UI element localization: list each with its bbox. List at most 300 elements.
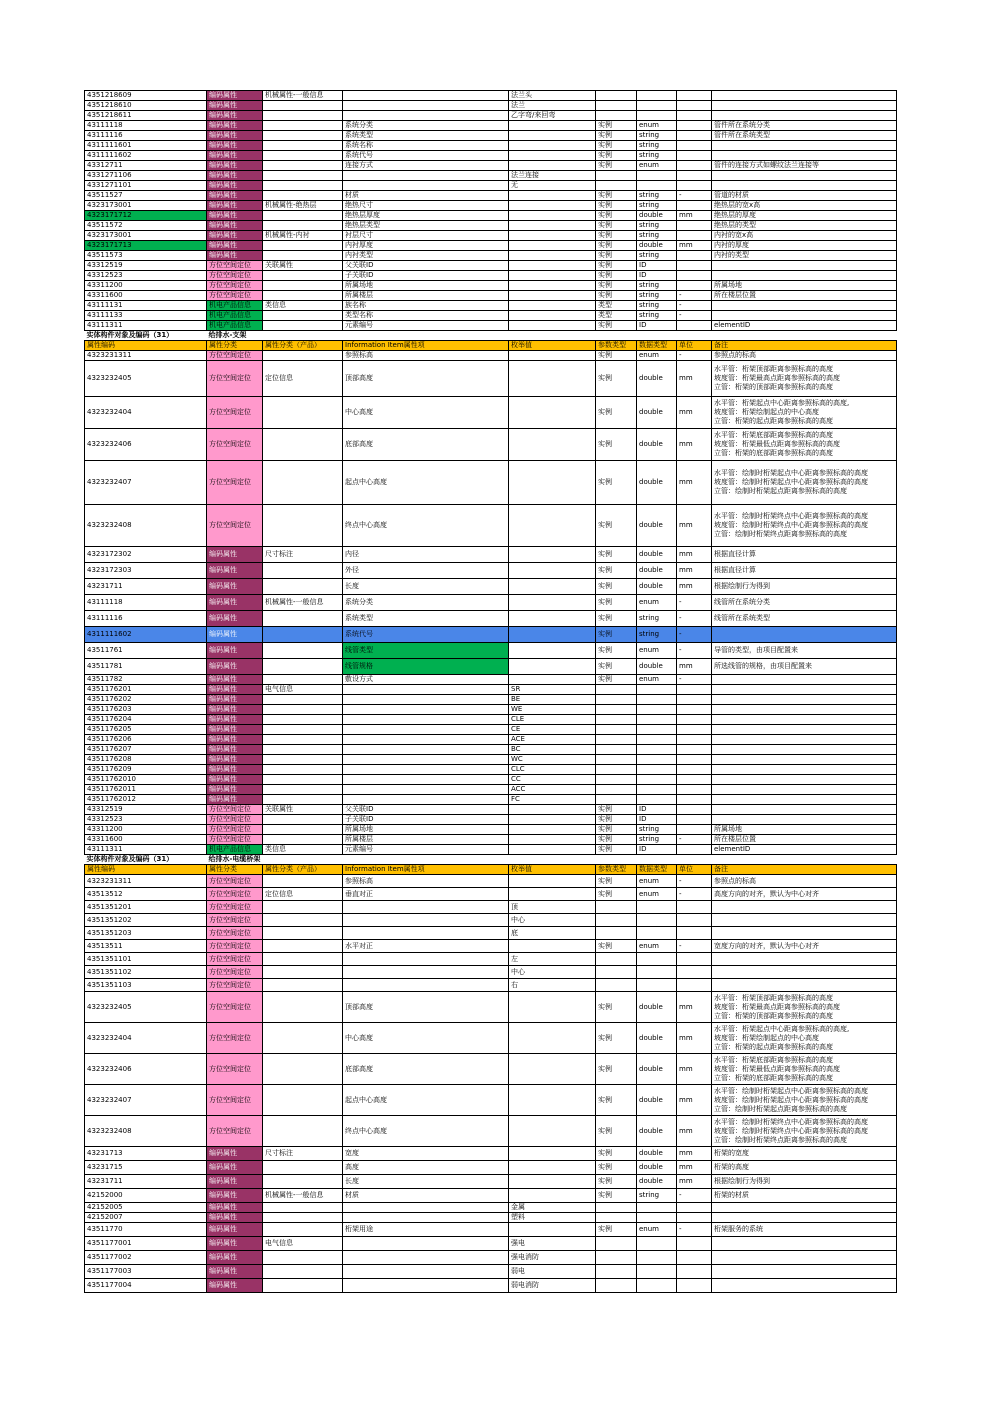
remark-cell <box>712 685 897 695</box>
param-type-cell <box>596 1203 637 1213</box>
attr-category-cell: 方位空间定位 <box>207 901 263 914</box>
data-type-cell: string <box>637 825 677 835</box>
attr-product-category-cell <box>263 855 343 865</box>
enum-value-cell: 法兰头 <box>509 91 596 101</box>
remark-cell: 所属场地 <box>712 825 897 835</box>
info-item-cell: 内径 <box>343 547 509 563</box>
info-item-cell: 族名称 <box>343 301 509 311</box>
enum-value-cell <box>509 659 596 675</box>
attr-category-cell: 编码属性 <box>207 141 263 151</box>
attr-product-category-cell <box>263 251 343 261</box>
enum-value-cell <box>509 221 596 231</box>
data-type-cell: double <box>637 361 677 397</box>
data-type-cell <box>637 979 677 992</box>
enum-value-cell: 枚举值 <box>509 865 596 875</box>
unit-cell <box>677 705 712 715</box>
data-type-cell: double <box>637 505 677 547</box>
info-item-cell <box>343 795 509 805</box>
attr-product-category-cell <box>263 795 343 805</box>
table-row <box>85 1085 897 1116</box>
attr-category-cell: 编码属性 <box>207 151 263 161</box>
info-item-cell: 线管规格 <box>343 659 509 675</box>
attr-category-cell: 编码属性 <box>207 745 263 755</box>
attr-code-cell: 4323232407 <box>85 461 207 505</box>
param-type-cell: 实例 <box>596 221 637 231</box>
section-title-row <box>85 331 897 341</box>
table-row <box>85 745 897 755</box>
data-type-cell: string <box>637 231 677 241</box>
table-row <box>85 875 897 888</box>
attr-code-cell: 4323231311 <box>85 351 207 361</box>
attr-code-cell: 4323232404 <box>85 397 207 429</box>
info-item-cell <box>343 331 509 341</box>
data-type-cell: enum <box>637 875 677 888</box>
unit-cell: - <box>677 611 712 627</box>
enum-value-cell: CLC <box>509 765 596 775</box>
info-item-cell <box>343 775 509 785</box>
attr-product-category-cell <box>263 131 343 141</box>
table-row <box>85 201 897 211</box>
data-type-cell: double <box>637 1147 677 1161</box>
attribute-sheet <box>84 90 897 1293</box>
header-row <box>85 341 897 351</box>
unit-cell <box>677 161 712 171</box>
param-type-cell <box>596 1251 637 1265</box>
info-item-cell: 元素编号 <box>343 321 509 331</box>
param-type-cell <box>596 755 637 765</box>
table-row <box>85 705 897 715</box>
attr-product-category-cell <box>263 675 343 685</box>
info-item-cell: 连接方式 <box>343 161 509 171</box>
remark-cell <box>712 1251 897 1265</box>
info-item-cell <box>343 855 509 865</box>
attr-product-category-cell <box>263 659 343 675</box>
data-type-cell: enum <box>637 1223 677 1237</box>
param-type-cell: 实例 <box>596 161 637 171</box>
param-type-cell <box>596 775 637 785</box>
unit-cell <box>677 795 712 805</box>
data-type-cell: enum <box>637 595 677 611</box>
data-type-cell: string <box>637 291 677 301</box>
attr-code-cell: 43111133 <box>85 311 207 321</box>
param-type-cell: 实例 <box>596 1161 637 1175</box>
unit-cell <box>677 695 712 705</box>
param-type-cell: 实例 <box>596 151 637 161</box>
param-type-cell <box>596 735 637 745</box>
remark-cell: 水平管：绘制时桁架终点中心距离参照标高的高度 坡度管：绘制时桁架终点中心距离参照标高的高度 立管：绘制时桁架终点距离参照标高的高度 <box>712 1116 897 1147</box>
enum-value-cell: ACC <box>509 785 596 795</box>
unit-cell <box>677 775 712 785</box>
enum-value-cell <box>509 992 596 1023</box>
attr-code-cell: 实体构件对象及编码（31） <box>86 331 174 339</box>
attr-code-cell: 4331271106 <box>85 171 207 181</box>
attr-product-category-cell <box>263 505 343 547</box>
unit-cell <box>677 979 712 992</box>
attr-product-category-cell <box>263 1203 343 1213</box>
remark-cell <box>712 91 897 101</box>
unit-cell <box>677 171 712 181</box>
info-item-cell: 元素编号 <box>343 845 509 855</box>
attr-code-cell: 4323232408 <box>85 505 207 547</box>
attr-category-cell: 编码属性 <box>207 775 263 785</box>
enum-value-cell: CC <box>509 775 596 785</box>
data-type-cell: 数据类型 <box>637 865 677 875</box>
enum-value-cell <box>509 201 596 211</box>
param-type-cell: 实例 <box>596 888 637 901</box>
remark-cell <box>712 171 897 181</box>
table-row <box>85 1116 897 1147</box>
remark-cell <box>712 1203 897 1213</box>
table-row <box>85 914 897 927</box>
attr-category-cell: 编码属性 <box>207 685 263 695</box>
attr-code-cell: 43513512 <box>85 888 207 901</box>
attr-product-category-cell <box>263 901 343 914</box>
attr-code-cell: 43513511 <box>85 940 207 953</box>
info-item-cell: 水平对正 <box>343 940 509 953</box>
unit-cell <box>677 1203 712 1213</box>
data-type-cell: string <box>637 835 677 845</box>
attr-code-cell: 4323232406 <box>85 1054 207 1085</box>
enum-value-cell: 弱电消防 <box>509 1279 596 1293</box>
attr-product-category-cell <box>263 1161 343 1175</box>
attr-product-category-cell <box>263 111 343 121</box>
enum-value-cell <box>509 161 596 171</box>
unit-cell: mm <box>677 397 712 429</box>
attr-category-cell: 方位空间定位 <box>207 271 263 281</box>
param-type-cell <box>596 855 637 865</box>
data-type-cell: string <box>637 301 677 311</box>
info-item-cell <box>343 785 509 795</box>
table-row <box>85 221 897 231</box>
param-type-cell: 实例 <box>596 251 637 261</box>
param-type-cell <box>596 685 637 695</box>
attr-category-cell: 编码属性 <box>207 1265 263 1279</box>
attr-code-cell: 4351176202 <box>85 695 207 705</box>
param-type-cell: 实例 <box>596 611 637 627</box>
enum-value-cell: 左 <box>509 953 596 966</box>
data-type-cell: double <box>637 211 677 221</box>
attr-category-cell: 编码属性 <box>207 785 263 795</box>
info-item-cell <box>343 1237 509 1251</box>
data-type-cell: enum <box>637 161 677 171</box>
info-item-cell: 内衬类型 <box>343 251 509 261</box>
attr-category-cell: 编码属性 <box>207 1251 263 1265</box>
remark-cell <box>712 301 897 311</box>
remark-cell <box>712 675 897 685</box>
param-type-cell <box>596 795 637 805</box>
data-type-cell: double <box>637 429 677 461</box>
attr-code-cell: 43111116 <box>85 611 207 627</box>
table-row <box>85 1265 897 1279</box>
enum-value-cell: BC <box>509 745 596 755</box>
param-type-cell: 实例 <box>596 141 637 151</box>
attr-code-cell: 属性编码 <box>85 865 207 875</box>
enum-value-cell <box>509 875 596 888</box>
data-type-cell: string <box>637 251 677 261</box>
info-item-cell: 所属楼层 <box>343 835 509 845</box>
data-type-cell: enum <box>637 675 677 685</box>
enum-value-cell <box>509 141 596 151</box>
data-type-cell: string <box>637 221 677 231</box>
attr-category-cell: 编码属性 <box>207 161 263 171</box>
table-row <box>85 91 897 101</box>
attr-product-category-cell <box>263 914 343 927</box>
param-type-cell <box>596 1237 637 1251</box>
attr-category-cell: 方位空间定位 <box>207 914 263 927</box>
attr-code-cell: 4323231311 <box>85 875 207 888</box>
table-row <box>85 1279 897 1293</box>
enum-value-cell <box>509 1161 596 1175</box>
attr-category-cell: 给排水-电缆桥架 <box>208 855 261 863</box>
remark-cell: 所属场地 <box>712 281 897 291</box>
attr-product-category-cell: 尺寸标注 <box>263 1147 343 1161</box>
unit-cell: - <box>677 595 712 611</box>
attr-category-cell: 方位空间定位 <box>207 815 263 825</box>
attr-code-cell: 4351351102 <box>85 966 207 979</box>
data-type-cell: string <box>637 311 677 321</box>
attr-product-category-cell <box>263 1116 343 1147</box>
remark-cell <box>712 755 897 765</box>
remark-cell: 绝热层的宽x高 <box>712 201 897 211</box>
unit-cell <box>677 271 712 281</box>
unit-cell: mm <box>677 1116 712 1147</box>
remark-cell: elementID <box>712 845 897 855</box>
attr-category-cell: 编码属性 <box>207 101 263 111</box>
attr-product-category-cell: 机械属性-内衬 <box>263 231 343 241</box>
data-type-cell <box>637 705 677 715</box>
remark-cell <box>712 979 897 992</box>
attr-category-cell: 方位空间定位 <box>207 1023 263 1054</box>
info-item-cell: 内衬厚度 <box>343 241 509 251</box>
attr-product-category-cell: 电气信息 <box>263 685 343 695</box>
attr-product-category-cell: 关联属性 <box>263 261 343 271</box>
unit-cell <box>677 151 712 161</box>
attr-code-cell: 43311200 <box>85 825 207 835</box>
attr-code-cell: 43111118 <box>85 121 207 131</box>
param-type-cell: 实例 <box>596 1189 637 1203</box>
data-type-cell <box>637 735 677 745</box>
param-type-cell: 实例 <box>596 643 637 659</box>
unit-cell <box>677 765 712 775</box>
enum-value-cell <box>509 251 596 261</box>
unit-cell <box>677 261 712 271</box>
remark-cell <box>712 261 897 271</box>
info-item-cell: 敷设方式 <box>343 675 509 685</box>
table-row <box>85 775 897 785</box>
table-row <box>85 505 897 547</box>
attr-code-cell: 43312519 <box>85 261 207 271</box>
enum-value-cell <box>509 1054 596 1085</box>
info-item-cell: 起点中心高度 <box>343 1085 509 1116</box>
attr-category-cell: 方位空间定位 <box>207 927 263 940</box>
attr-product-category-cell <box>263 695 343 705</box>
table-row <box>85 321 897 331</box>
attr-code-cell: 43111311 <box>85 845 207 855</box>
info-item-cell: 系统类型 <box>343 131 509 141</box>
remark-cell <box>712 1213 897 1223</box>
attr-product-category-cell <box>263 735 343 745</box>
enum-value-cell: 顶 <box>509 901 596 914</box>
attr-code-cell: 4323232405 <box>85 361 207 397</box>
remark-cell <box>712 151 897 161</box>
attr-product-category-cell <box>263 953 343 966</box>
param-type-cell <box>596 765 637 775</box>
attr-category-cell: 编码属性 <box>207 1147 263 1161</box>
data-type-cell: double <box>637 547 677 563</box>
remark-cell: 内衬的厚度 <box>712 241 897 251</box>
param-type-cell: 实例 <box>596 547 637 563</box>
info-item-cell: Information Item属性项 <box>343 341 509 351</box>
param-type-cell <box>596 705 637 715</box>
table-row <box>85 271 897 281</box>
param-type-cell <box>596 785 637 795</box>
unit-cell <box>677 1213 712 1223</box>
data-type-cell: string <box>637 151 677 161</box>
table-row <box>85 231 897 241</box>
enum-value-cell <box>509 815 596 825</box>
attr-code-cell: 43511762010 <box>85 775 207 785</box>
unit-cell: mm <box>677 1147 712 1161</box>
attr-product-category-cell <box>263 211 343 221</box>
attr-category-cell: 编码属性 <box>207 1203 263 1213</box>
param-type-cell: 实例 <box>596 271 637 281</box>
enum-value-cell <box>509 261 596 271</box>
attr-product-category-cell <box>263 775 343 785</box>
table-row <box>85 845 897 855</box>
param-type-cell: 实例 <box>596 1054 637 1085</box>
remark-cell: 水平管：桁架起点中心距离参照标高的高度, 坡度管：桁架绘制起点的中心高度 立管：桁架的起点距离参照标高的高度 <box>712 1023 897 1054</box>
attr-category-cell: 机电产品信息 <box>207 311 263 321</box>
remark-cell <box>712 765 897 775</box>
attr-category-cell: 方位空间定位 <box>207 966 263 979</box>
unit-cell: mm <box>677 429 712 461</box>
unit-cell <box>677 111 712 121</box>
attr-code-cell: 4351176205 <box>85 725 207 735</box>
attr-code-cell: 4323232408 <box>85 1116 207 1147</box>
enum-value-cell: 法兰 <box>509 101 596 111</box>
attr-product-category-cell <box>263 725 343 735</box>
unit-cell <box>677 745 712 755</box>
attr-code-cell: 属性编码 <box>85 341 207 351</box>
attr-product-category-cell <box>263 1213 343 1223</box>
param-type-cell <box>596 914 637 927</box>
unit-cell: - <box>677 311 712 321</box>
param-type-cell: 实例 <box>596 595 637 611</box>
attr-product-category-cell <box>263 755 343 765</box>
unit-cell <box>677 121 712 131</box>
remark-cell <box>712 953 897 966</box>
attr-category-cell: 编码属性 <box>207 627 263 643</box>
enum-value-cell <box>509 331 596 341</box>
info-item-cell <box>343 715 509 725</box>
data-type-cell: string <box>637 191 677 201</box>
enum-value-cell <box>509 805 596 815</box>
param-type-cell <box>596 745 637 755</box>
enum-value-cell <box>509 579 596 595</box>
table-row <box>85 301 897 311</box>
data-type-cell: string <box>637 1189 677 1203</box>
remark-cell: 水平管：桁架顶部距离参照标高的高度 坡度管：桁架最高点距离参照标高的高度 立管：桁架的顶部距离参照标高的高度 <box>712 361 897 397</box>
param-type-cell: 实例 <box>596 1085 637 1116</box>
remark-cell: 高度方向的对齐，默认为中心对齐 <box>712 888 897 901</box>
attr-product-category-cell: 属性分类（产品） <box>263 865 343 875</box>
enum-value-cell: 右 <box>509 979 596 992</box>
attr-category-cell: 方位空间定位 <box>207 888 263 901</box>
table-row <box>85 191 897 201</box>
table-row <box>85 1054 897 1085</box>
param-type-cell: 实例 <box>596 659 637 675</box>
remark-cell: 根据直径计算 <box>712 563 897 579</box>
unit-cell <box>677 181 712 191</box>
unit-cell <box>677 131 712 141</box>
enum-value-cell <box>509 1189 596 1203</box>
attr-code-cell: 43231715 <box>85 1161 207 1175</box>
attr-product-category-cell <box>263 705 343 715</box>
attr-code-cell: 43311600 <box>85 291 207 301</box>
attr-product-category-cell <box>263 992 343 1023</box>
info-item-cell <box>343 1203 509 1213</box>
data-type-cell: double <box>637 397 677 429</box>
enum-value-cell: 金属 <box>509 1203 596 1213</box>
enum-value-cell: 法兰连接 <box>509 171 596 181</box>
remark-cell <box>712 775 897 785</box>
attr-code-cell: 43312711 <box>85 161 207 171</box>
attr-product-category-cell: 电气信息 <box>263 1237 343 1251</box>
attr-category-cell: 方位空间定位 <box>207 953 263 966</box>
enum-value-cell: 强电消防 <box>509 1251 596 1265</box>
unit-cell: - <box>677 888 712 901</box>
unit-cell <box>677 201 712 211</box>
unit-cell <box>677 251 712 261</box>
attr-category-cell: 方位空间定位 <box>207 261 263 271</box>
data-type-cell: string <box>637 627 677 643</box>
attr-code-cell: 4351351202 <box>85 914 207 927</box>
enum-value-cell <box>509 1116 596 1147</box>
remark-cell <box>712 271 897 281</box>
attr-category-cell: 属性分类 <box>207 341 263 351</box>
attr-category-cell: 编码属性 <box>207 595 263 611</box>
param-type-cell: 实例 <box>596 351 637 361</box>
attr-code-cell: 43111118 <box>85 595 207 611</box>
attr-product-category-cell <box>263 785 343 795</box>
data-type-cell: double <box>637 992 677 1023</box>
remark-cell: 导管的类型，由项目配置来 <box>712 643 897 659</box>
attr-category-cell: 编码属性 <box>207 715 263 725</box>
unit-cell <box>677 725 712 735</box>
attr-product-category-cell <box>263 311 343 321</box>
enum-value-cell <box>509 627 596 643</box>
remark-cell <box>712 725 897 735</box>
enum-value-cell <box>509 191 596 201</box>
info-item-cell <box>343 725 509 735</box>
param-type-cell: 实例 <box>596 397 637 429</box>
attr-category-cell: 方位空间定位 <box>207 429 263 461</box>
attr-category-cell: 编码属性 <box>207 1213 263 1223</box>
attr-category-cell: 编码属性 <box>207 705 263 715</box>
attr-code-cell: 43511527 <box>85 191 207 201</box>
info-item-cell <box>343 181 509 191</box>
param-type-cell: 实例 <box>596 992 637 1023</box>
remark-cell: 根据直径计算 <box>712 547 897 563</box>
attr-code-cell: 43311200 <box>85 281 207 291</box>
attr-code-cell: 4311111602 <box>85 151 207 161</box>
attr-product-category-cell <box>263 745 343 755</box>
unit-cell: - <box>677 940 712 953</box>
table-row <box>85 595 897 611</box>
table-row <box>85 805 897 815</box>
enum-value-cell <box>509 563 596 579</box>
unit-cell: mm <box>677 563 712 579</box>
